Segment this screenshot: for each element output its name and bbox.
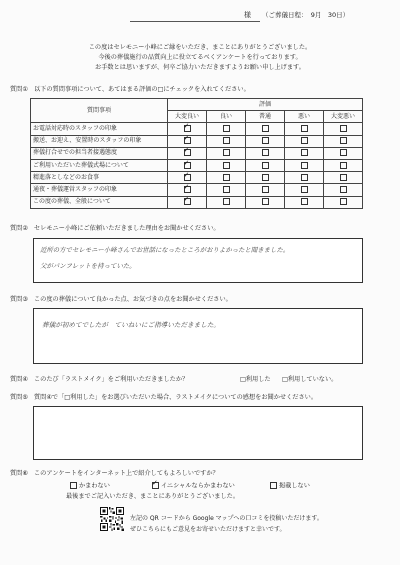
q2-label: 質問② xyxy=(10,225,28,232)
q4-option-not-used[interactable]: □利用していない。 xyxy=(282,376,338,383)
intro-line-1: この度はセレモニー小峰にご縁をいただき、まことにありがとうございました。 xyxy=(88,44,312,51)
row-label: 葬儀打合せでの担当者接遇態度 xyxy=(31,147,168,159)
table-row xyxy=(31,135,363,147)
q6-option-initials-label: イニシャルならかまわない xyxy=(160,482,235,490)
row-label: ご利用いただいた葬儀式場について xyxy=(31,159,168,171)
rating-checkbox[interactable] xyxy=(301,198,308,205)
rating-checkbox[interactable] xyxy=(340,186,347,193)
rating-checkbox[interactable] xyxy=(301,162,308,169)
rating-checkbox[interactable] xyxy=(184,174,191,181)
rating-checkbox[interactable] xyxy=(301,174,308,181)
item-header: 質問事項 xyxy=(31,99,168,123)
q6-text: このアンケートをインターネット上で紹介してもよろしいですか？ xyxy=(34,470,219,477)
rating-checkbox[interactable] xyxy=(340,198,347,205)
q4-option-used[interactable]: □利用した xyxy=(240,376,271,383)
rating-checkbox[interactable] xyxy=(340,125,347,132)
rating-checkbox[interactable] xyxy=(262,198,269,205)
table-row xyxy=(31,196,363,208)
col-bad: 悪い xyxy=(285,111,324,123)
rating-checkbox[interactable] xyxy=(223,137,230,144)
rating-checkbox[interactable] xyxy=(262,125,269,132)
rating-checkbox[interactable] xyxy=(184,149,191,156)
rating-checkbox[interactable] xyxy=(223,125,230,132)
rating-checkbox[interactable] xyxy=(340,174,347,181)
rating-checkbox[interactable] xyxy=(301,149,308,156)
rating-checkbox[interactable] xyxy=(223,198,230,205)
rating-checkbox[interactable] xyxy=(223,149,230,156)
rating-checkbox[interactable] xyxy=(223,162,230,169)
table-row xyxy=(31,184,363,196)
q1-label: 質問① xyxy=(10,86,28,93)
table-row xyxy=(31,159,363,171)
q6-option-no-label: 掲載しない xyxy=(278,482,310,490)
row-label: お電話対応時のスタッフの印象 xyxy=(31,123,168,135)
rating-checkbox[interactable] xyxy=(262,174,269,181)
rating-checkbox[interactable] xyxy=(301,186,308,193)
q6-option-initials[interactable] xyxy=(152,482,235,491)
rating-checkbox[interactable] xyxy=(184,198,191,205)
rating-checkbox[interactable] xyxy=(301,125,308,132)
evaluation-table xyxy=(30,98,363,209)
q1-text: 以下の質問事項について、あてはまる評価の□にチェックを入れてください。 xyxy=(34,86,250,93)
rating-checkbox[interactable] xyxy=(262,137,269,144)
q2-answer-box[interactable] xyxy=(33,238,363,283)
col-very-good: 大変良い xyxy=(168,111,207,123)
rating-checkbox[interactable] xyxy=(184,137,191,144)
col-very-bad: 大変悪い xyxy=(324,111,363,123)
table-row xyxy=(31,172,363,184)
q6-option-ok-label: かまわない xyxy=(78,482,110,490)
q2-text: セレモニー小峰にご依頼いただきました理由をお聞かせください。 xyxy=(34,225,220,232)
eval-header: 評価 xyxy=(168,99,363,111)
rating-checkbox[interactable] xyxy=(184,125,191,132)
rating-checkbox[interactable] xyxy=(301,137,308,144)
q3-answer-line-1: 葬儀が初めてでしたが ていねいにご指導いただきました。 xyxy=(42,321,221,329)
q4-label: 質問④ xyxy=(10,376,28,383)
rating-checkbox[interactable] xyxy=(184,186,191,193)
q3-text: この度の葬儀について良かった点、お気づきの点をお聞かせください。 xyxy=(34,296,232,303)
q6-checkbox-no[interactable] xyxy=(270,482,277,489)
rating-checkbox[interactable] xyxy=(262,162,269,169)
closing-text: 最後までご記入いただき、まことにありがとうございました。 xyxy=(66,493,240,500)
q2-answer-line-2: 父がパンフレットを持っていた。 xyxy=(40,262,136,270)
q6-checkbox-initials[interactable] xyxy=(152,482,159,489)
footer-line-1: 左記の QR コードから Google マップへの口コミを投稿いただけます。 xyxy=(130,515,323,522)
q3-label: 質問③ xyxy=(10,296,28,303)
rating-checkbox[interactable] xyxy=(340,149,347,156)
footer-line-2: ぜひこちらにもご意見をお寄せいただけますと幸いです。 xyxy=(130,526,286,533)
honorific: 様 xyxy=(244,11,251,19)
row-label: 搬送、お迎え、安置時のスタッフの印象 xyxy=(31,135,168,147)
row-label: 精進落としなどのお食事 xyxy=(31,172,168,184)
q6-checkbox-ok[interactable] xyxy=(70,482,77,489)
col-normal: 普通 xyxy=(246,111,285,123)
col-good: 良い xyxy=(207,111,246,123)
row-label: この度の葬儀、全般について xyxy=(31,196,168,208)
name-underline xyxy=(130,10,260,22)
row-label: 通夜・葬儀運営スタッフの印象 xyxy=(31,184,168,196)
qr-code-icon[interactable] xyxy=(100,507,124,531)
rating-checkbox[interactable] xyxy=(184,162,191,169)
funeral-date: （ご葬儀日程： 9月 30日） xyxy=(262,11,350,19)
rating-checkbox[interactable] xyxy=(262,186,269,193)
q6-option-ok[interactable] xyxy=(70,482,110,491)
rating-checkbox[interactable] xyxy=(262,149,269,156)
rating-checkbox[interactable] xyxy=(340,137,347,144)
q3-answer-box[interactable] xyxy=(33,308,363,364)
q5-answer-box[interactable] xyxy=(33,406,363,460)
rating-checkbox[interactable] xyxy=(223,186,230,193)
q5-text: 質問④で「□利用した」をお選びいただいた場合、ラストメイクについての感想をお聞かせください。 xyxy=(34,394,318,401)
table-row xyxy=(31,123,363,135)
rating-checkbox[interactable] xyxy=(223,174,230,181)
intro-line-3: お手数とは思いますが、何卒ご協力いただきますようお願い申し上げます。 xyxy=(95,64,305,71)
q4-text: このたび「ラストメイク」をご利用いただきましたか？ xyxy=(34,376,189,383)
q6-label: 質問⑥ xyxy=(10,470,28,477)
table-row xyxy=(31,147,363,159)
q5-label: 質問⑤ xyxy=(10,394,28,401)
q2-answer-line-1: 近所の方でセレモニー小峰さんでお世話になったところがおりよかったと聞きました。 xyxy=(40,246,290,254)
rating-checkbox[interactable] xyxy=(340,162,347,169)
intro-line-2: 今後の葬儀施行の品質向上に役立てるべくアンケートを行っております。 xyxy=(98,54,302,61)
q6-option-no[interactable] xyxy=(270,482,310,491)
